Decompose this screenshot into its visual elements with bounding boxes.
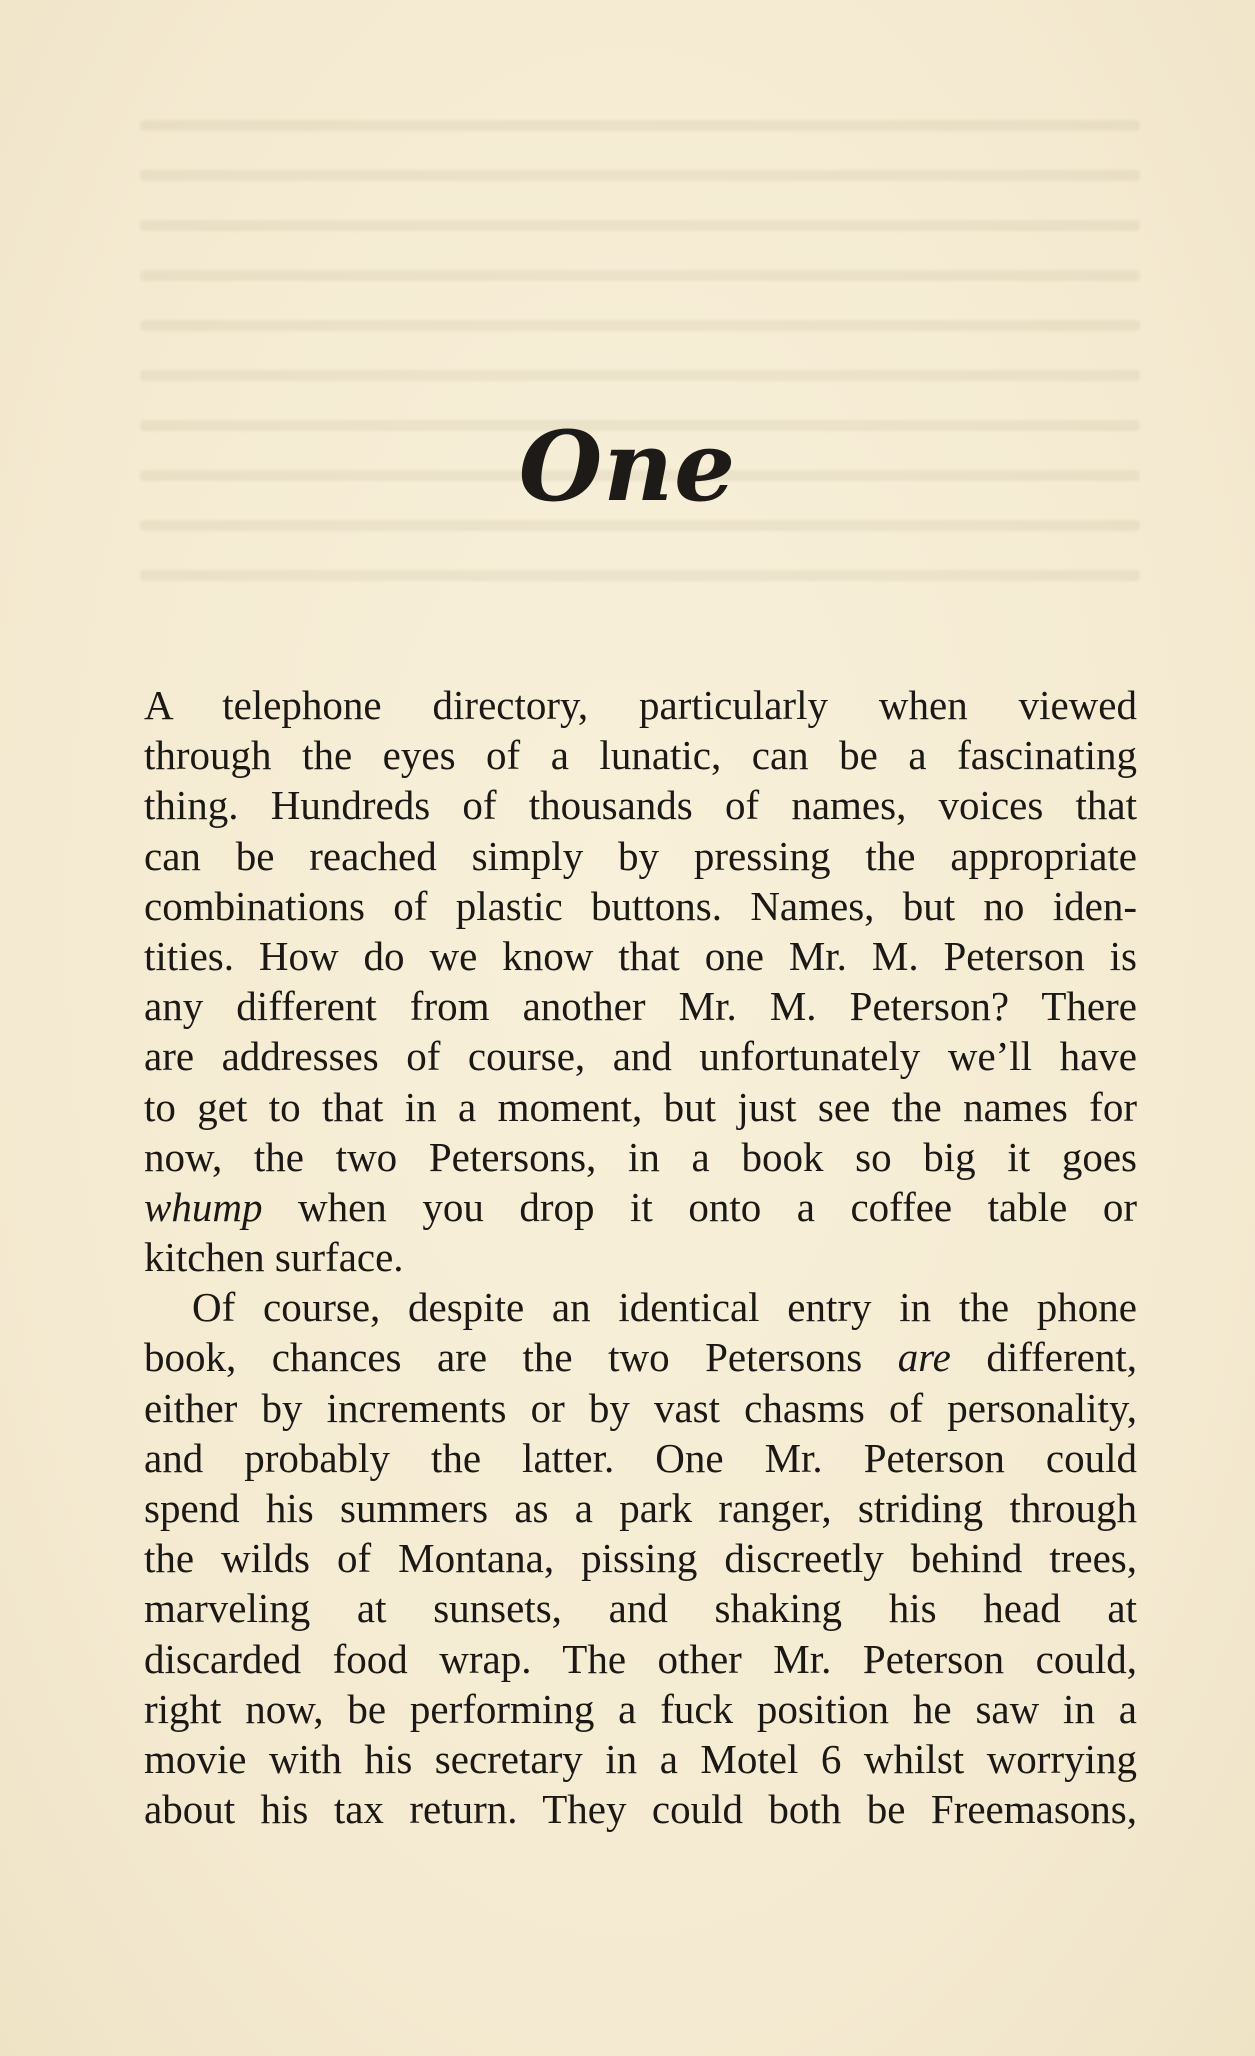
text-line: can be reached simply by pressing the appropriate <box>144 832 1137 879</box>
text-line: book, chances are the two Petersons are different, <box>144 1334 1137 1381</box>
italic-word: are <box>897 1334 951 1381</box>
text-line: movie with his secretary in a Motel 6 whilst worrying <box>144 1735 1137 1782</box>
text-line: any different from another Mr. M. Peterson? There <box>144 983 1137 1030</box>
text-line: discarded food wrap. The other Mr. Peterson could, <box>144 1635 1137 1682</box>
text-line: thing. Hundreds of thousands of names, voices that <box>144 782 1137 829</box>
text-line: and probably the latter. One Mr. Peterson could <box>144 1434 1137 1481</box>
show-through-text <box>140 120 1140 640</box>
text-line: combinations of plastic buttons. Names, but no iden- <box>144 882 1137 929</box>
chapter-title: One <box>518 410 737 523</box>
text-line: spend his summers as a park ranger, striding through <box>144 1485 1137 1531</box>
text-line: either by increments or by vast chasms of personality, <box>144 1384 1137 1431</box>
text-line: to get to that in a moment, but just see the names for <box>144 1083 1137 1130</box>
text-line: A telephone directory, particularly when viewed <box>144 682 1137 728</box>
text-line: kitchen surface. <box>144 1234 404 1281</box>
body-text <box>144 680 1137 1834</box>
text-line: whump when you drop it onto a coffee table or <box>144 1183 1137 1230</box>
text-line: now, the two Petersons, in a book so big it goes <box>144 1133 1137 1180</box>
text-line: about his tax return. They could both be Freemasons, <box>144 1786 1137 1833</box>
text-line: marveling at sunsets, and shaking his head at <box>144 1585 1137 1632</box>
italic-word: whump <box>144 1183 263 1230</box>
text-line: Of course, despite an identical entry in the phone <box>192 1284 1137 1331</box>
text-line: tities. How do we know that one Mr. M. Peterson is <box>144 932 1137 979</box>
text-line: right now, be performing a fuck position he saw in a <box>144 1685 1137 1732</box>
text-line: the wilds of Montana, pissing discreetly behind trees, <box>144 1535 1137 1582</box>
text-line: through the eyes of a lunatic, can be a fascinating <box>144 732 1137 779</box>
text-line: are addresses of course, and unfortunately we’ll have <box>144 1033 1137 1080</box>
